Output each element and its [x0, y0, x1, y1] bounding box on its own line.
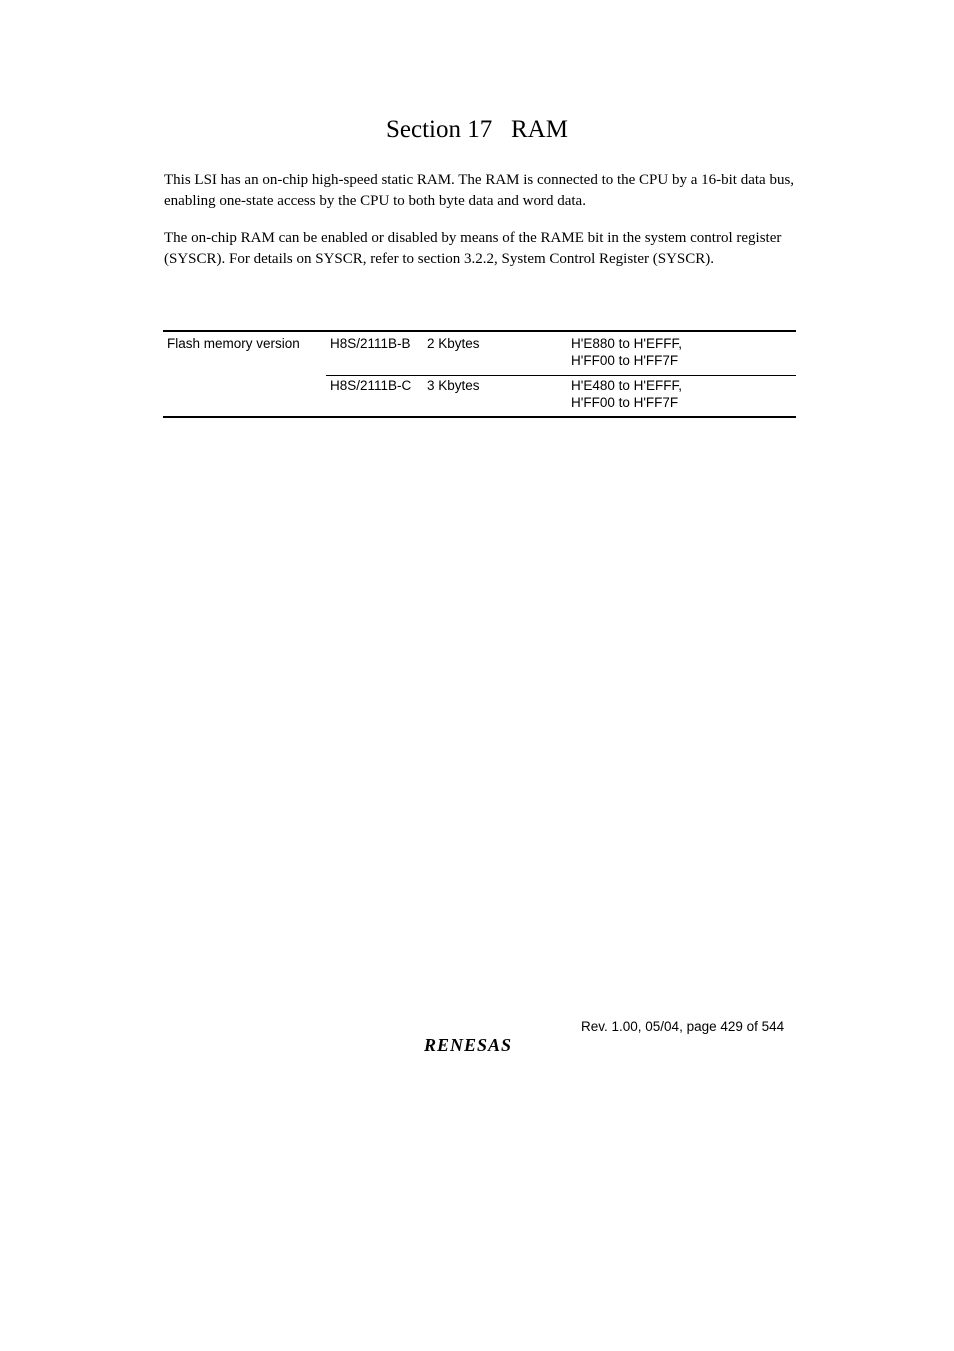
address-line: H'FF00 to H'FF7F [571, 395, 679, 410]
version-cell: Flash memory version [167, 336, 300, 351]
address-line: H'E880 to H'EFFF, [571, 336, 682, 351]
address-cell [571, 335, 682, 369]
address-cell [571, 377, 682, 411]
ram-address-table [163, 330, 796, 418]
product-cell: H8S/2111B-C [330, 378, 412, 393]
address-line: H'FF00 to H'FF7F [571, 353, 679, 368]
page-footer: Rev. 1.00, 05/04, page 429 of 544 [581, 1019, 785, 1034]
intro-paragraph: This LSI has an on-chip high-speed static RAM. The RAM is connected to the CPU by a 16-bit data bus, enabling one-state access by the CPU to both byte data and word data. [164, 172, 795, 209]
ram-size-cell: 3 Kbytes [427, 378, 480, 393]
ram-size-cell: 2 Kbytes [427, 336, 480, 351]
table-row [163, 375, 796, 416]
product-cell: H8S/2111B-B [330, 336, 411, 351]
row-divider [326, 375, 796, 376]
logo-text: RENESAS [424, 1035, 513, 1055]
page-title: Section 17 RAM [386, 116, 568, 143]
rame-paragraph: The on-chip RAM can be enabled or disabled by means of the RAME bit in the system control register (SYSCR). For details on SYSCR, refer to section 3.2.2, System Control Register (SYSCR). [164, 230, 782, 267]
address-line: H'E480 to H'EFFF, [571, 378, 682, 393]
renesas-logo-icon [422, 1035, 542, 1055]
table-row [163, 332, 796, 375]
